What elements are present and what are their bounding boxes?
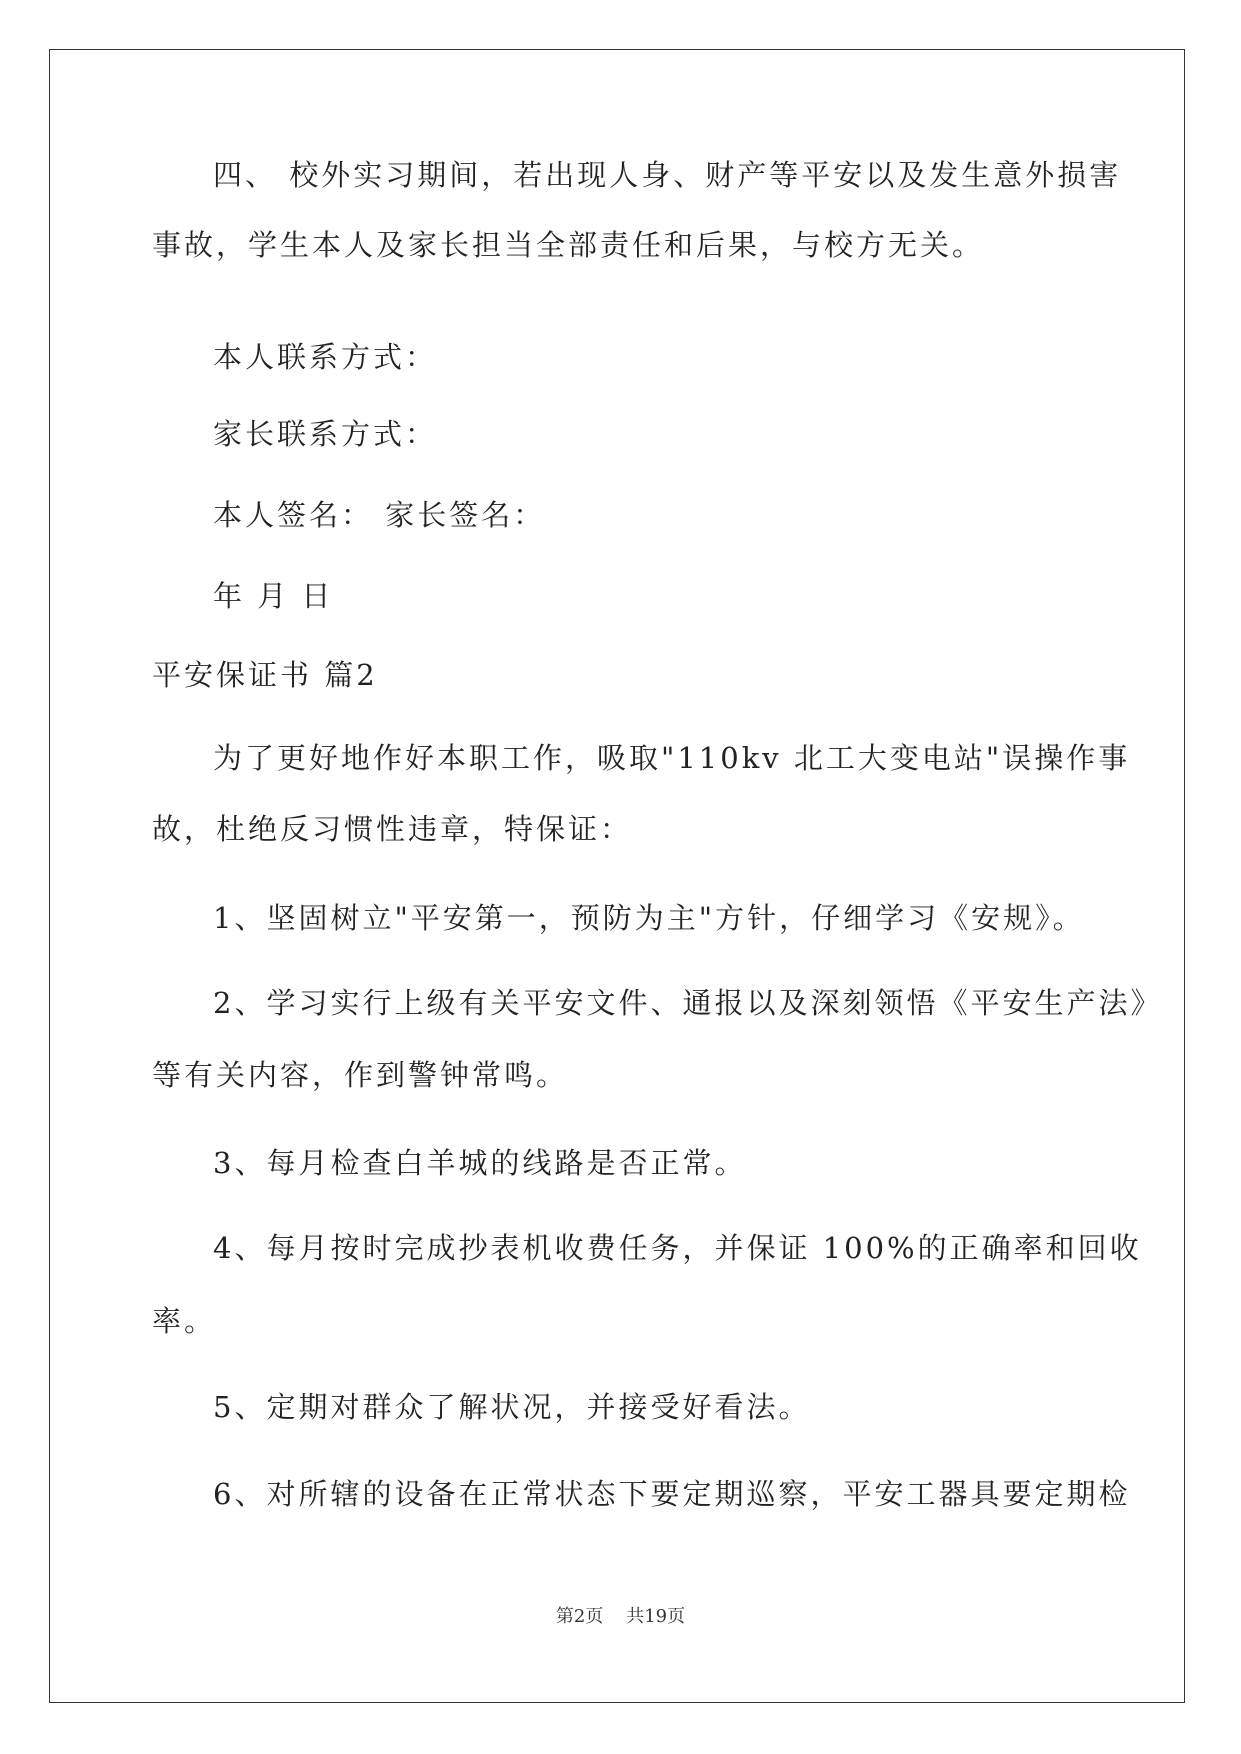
- paragraph-line: 率。: [152, 1304, 217, 1338]
- list-item: 5、定期对群众了解状况，并接受好看法。: [213, 1390, 811, 1424]
- section-heading: 平安保证书 篇2: [152, 658, 378, 692]
- page-border: [49, 49, 1185, 1703]
- list-item: 4、每月按时完成抄表机收费任务，并保证 100%的正确率和回收: [213, 1231, 1142, 1265]
- paragraph-line: 本人联系方式：: [213, 340, 438, 374]
- list-item: 6、对所辖的设备在正常状态下要定期巡察，平安工器具要定期检: [213, 1477, 1131, 1511]
- page-number: 第2页 共19页: [555, 1606, 686, 1627]
- list-item: 2、学习实行上级有关平安文件、通报以及深刻领悟《平安生产法》: [213, 986, 1163, 1020]
- paragraph-line: 家长联系方式：: [213, 417, 438, 451]
- list-item: 3、每月检查白羊城的线路是否正常。: [213, 1146, 747, 1180]
- signature-line: 本人签名： 家长签名：: [213, 498, 546, 532]
- paragraph-line: 等有关内容，作到警钟常鸣。: [152, 1058, 569, 1092]
- list-item: 1、坚固树立"平安第一，预防为主"方针，仔细学习《安规》。: [213, 901, 1085, 935]
- paragraph-line: 事故，学生本人及家长担当全部责任和后果，与校方无关。: [152, 228, 985, 262]
- paragraph-line: 故，杜绝反习惯性违章，特保证：: [152, 812, 633, 846]
- date-line: 年 月 日: [213, 579, 334, 613]
- paragraph-line: 四、 校外实习期间，若出现人身、财产等平安以及发生意外损害: [213, 158, 1122, 192]
- paragraph-line: 为了更好地作好本职工作，吸取"110kv 北工大变电站"误操作事: [213, 741, 1131, 775]
